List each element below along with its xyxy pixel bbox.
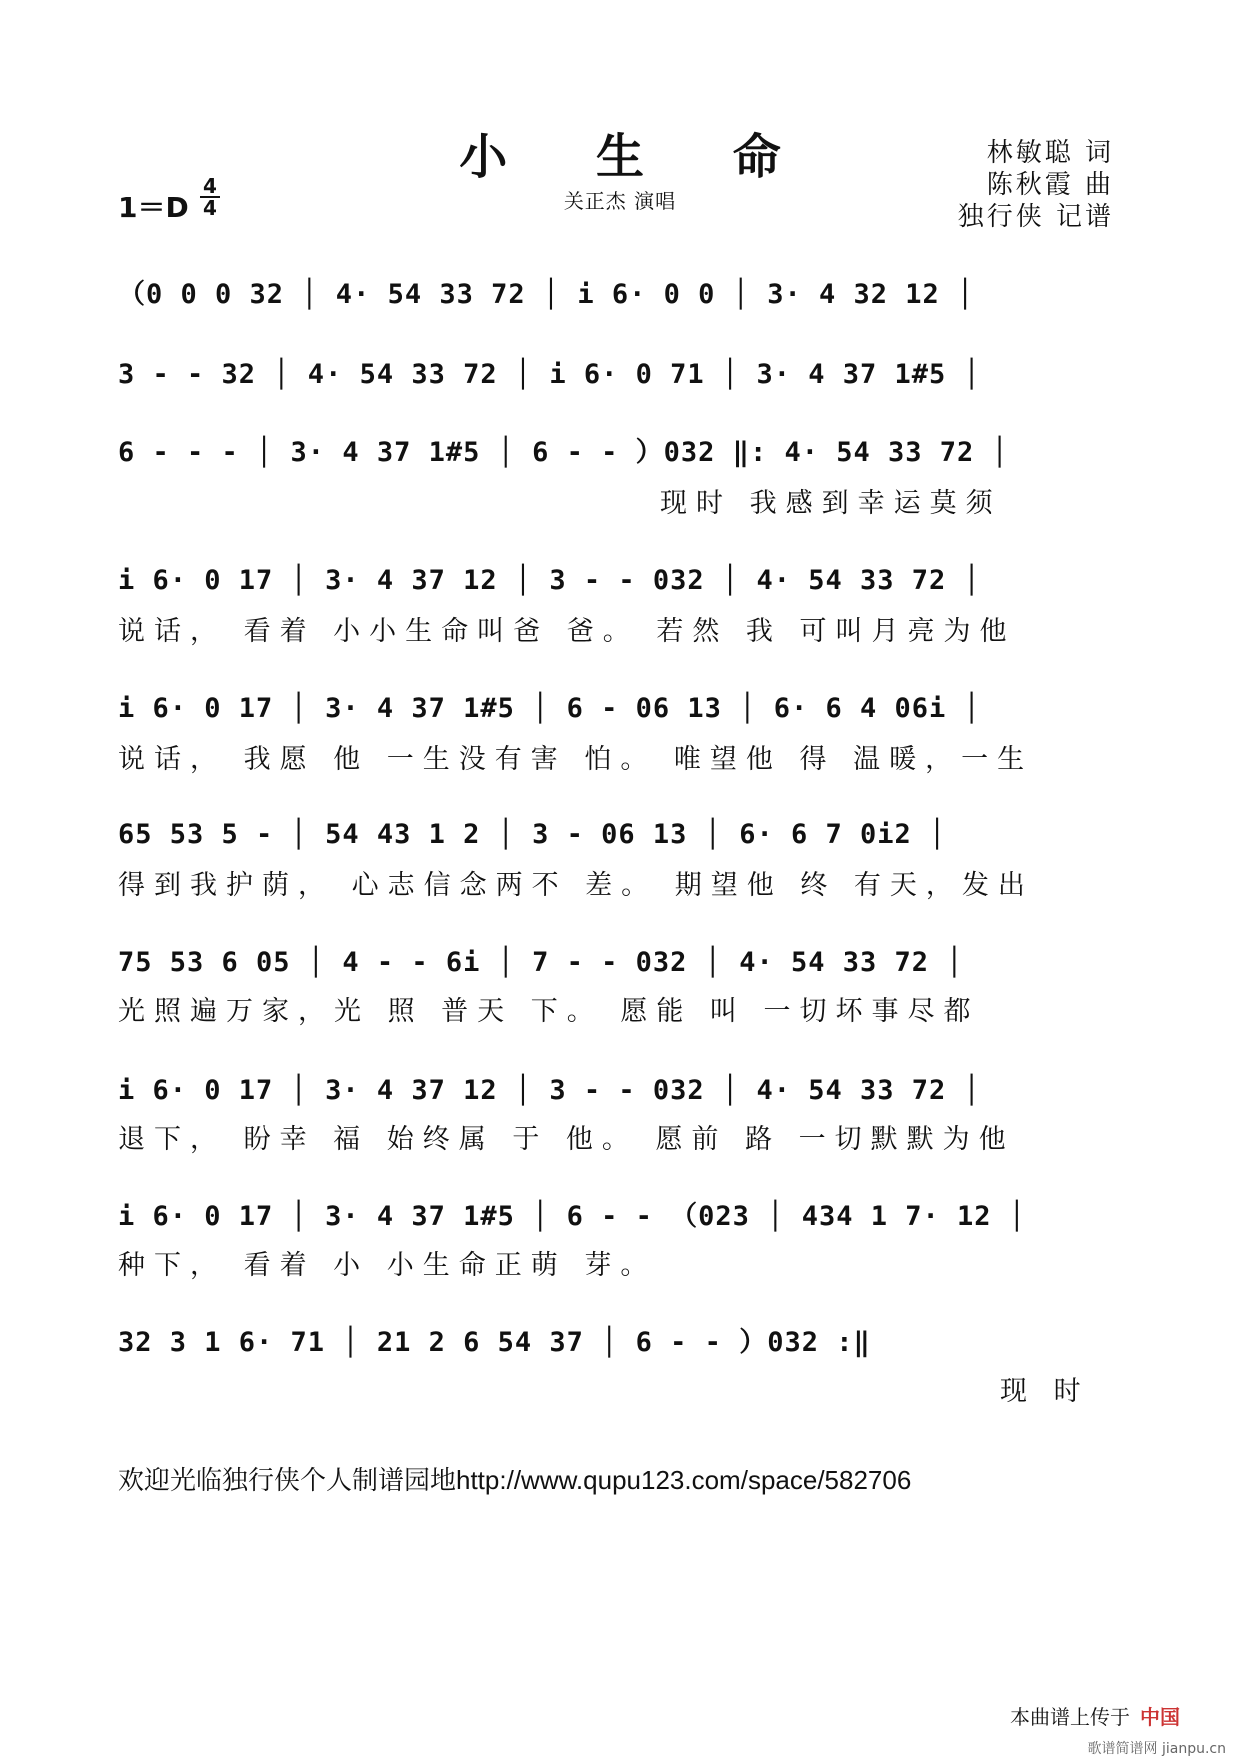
lyrics-line-5: 说话， 我愿 他 一生没有害 怕。 唯望他 得 温暖，一生 <box>118 744 1034 775</box>
score-line-8: i 6· 0 17 │ 3· 4 37 12 │ 3 - - 032 │ 4· 54 33 72 │ <box>118 1075 981 1106</box>
lyrics-line-8: 退下， 盼幸 福 始终属 于 他。 愿前 路 一切默默为他 <box>118 1124 1015 1155</box>
transcriber-credit: 独行侠 记谱 <box>957 202 1114 232</box>
lyrics-line-6: 得到我护荫， 心志信念两不 差。 期望他 终 有天，发出 <box>118 870 1034 901</box>
score-line-9: i 6· 0 17 │ 3· 4 37 1#5 │ 6 - - （023 │ 434 1 7· 12 │ <box>118 1201 1027 1232</box>
upload-stamp: 本曲谱上传于 <box>1010 1707 1130 1729</box>
lyrics-line-7: 光照遍万家，光 照 普天 下。 愿能 叫 一切坏事尽都 <box>118 996 980 1027</box>
score-line-6: 65 53 5 - │ 54 43 1 2 │ 3 - 06 13 │ 6· 6 7 0i2 │ <box>118 819 947 850</box>
key-signature: 1＝D <box>118 191 189 224</box>
meter-bottom: 4 <box>203 196 217 220</box>
score-line-4: i 6· 0 17 │ 3· 4 37 12 │ 3 - - 032 │ 4· 54 33 72 │ <box>118 565 981 596</box>
lyrics-line-3: 现时 我感到幸运莫须 <box>660 488 1002 519</box>
footer-link-text: 欢迎光临独行侠个人制谱园地http://www.qupu123.com/space/582706 <box>118 1465 912 1495</box>
site-watermark: 歌谱简谱网 jianpu.cn <box>1087 1741 1226 1757</box>
score-line-5: i 6· 0 17 │ 3· 4 37 1#5 │ 6 - 06 13 │ 6· 6 4 06i │ <box>118 693 981 724</box>
lyrics-line-10: 现 时 <box>1000 1376 1090 1407</box>
meter-top: 4 <box>203 174 217 198</box>
score-line-10: 32 3 1 6· 71 │ 21 2 6 54 37 │ 6 - - ）032 :‖ <box>118 1327 871 1358</box>
singer-credit: 关正杰 演唱 <box>563 189 677 213</box>
brand-stamp: 中国 <box>1140 1707 1180 1729</box>
score-line-1: （0 0 0 32 │ 4· 54 33 72 │ i 6· 0 0 │ 3· 4 32 12 │ <box>118 279 975 310</box>
score-line-2: 3 - - 32 │ 4· 54 33 72 │ i 6· 0 71 │ 3· 4 37 1#5 │ <box>118 359 981 390</box>
score-line-3: 6 - - - │ 3· 4 37 1#5 │ 6 - - ）032 ‖: 4· 54 33 72 │ <box>118 437 1009 468</box>
lyrics-line-9: 种下， 看着 小 小生命正萌 芽。 <box>118 1250 657 1281</box>
composer-credit: 陈秋霞 曲 <box>986 170 1114 200</box>
lyrics-line-4: 说话， 看着 小小生命叫爸 爸。 若然 我 可叫月亮为他 <box>118 616 1016 647</box>
time-signature <box>200 176 220 218</box>
score-line-7: 75 53 6 05 │ 4 - - 6i │ 7 - - 032 │ 4· 54 33 72 │ <box>118 947 964 978</box>
lyricist-credit: 林敏聪 词 <box>986 138 1114 168</box>
song-title: 小 生 命 <box>459 129 817 185</box>
